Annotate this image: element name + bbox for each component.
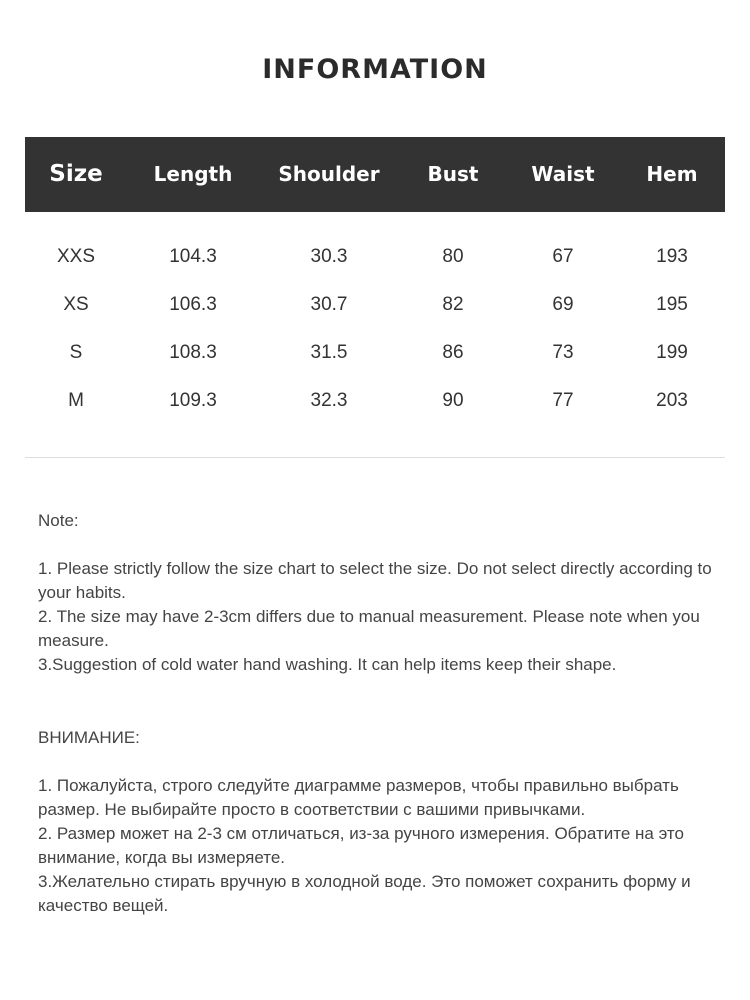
length-cell: 104.3 <box>169 246 217 267</box>
length-cell: 108.3 <box>169 342 217 363</box>
table-row <box>0 386 750 416</box>
note-heading-en: Note: <box>38 511 79 530</box>
note-item-en: 1. Please strictly follow the size chart to select the size. Do not select directly according to your habits. <box>38 559 712 602</box>
column-header-length: Length <box>153 162 233 186</box>
hem-cell: 199 <box>656 342 688 363</box>
column-header-size: Size <box>49 161 103 187</box>
bust-cell: 90 <box>442 390 464 411</box>
size-cell: XS <box>63 294 89 315</box>
table-row <box>0 242 750 272</box>
size-table-header <box>25 137 725 212</box>
waist-cell: 67 <box>552 246 574 267</box>
hem-cell: 195 <box>656 294 688 315</box>
bust-cell: 80 <box>442 246 464 267</box>
table-row <box>0 338 750 368</box>
note-item-ru: 3.Желательно стирать вручную в холодной воде. Это поможет сохранить форму и качество вещей. <box>38 872 691 915</box>
length-cell: 109.3 <box>169 390 217 411</box>
length-cell: 106.3 <box>169 294 217 315</box>
shoulder-cell: 30.3 <box>310 246 348 267</box>
column-header-hem: Hem <box>646 162 698 186</box>
column-header-waist: Waist <box>531 162 595 186</box>
waist-cell: 69 <box>552 294 574 315</box>
note-heading-ru: ВНИМАНИЕ: <box>38 728 140 747</box>
note-item-en: 2. The size may have 2-3cm differs due to manual measurement. Please note when you measure. <box>38 607 700 650</box>
size-cell: M <box>68 390 84 411</box>
hem-cell: 203 <box>656 390 688 411</box>
size-cell: S <box>69 342 83 363</box>
note-item-en: 3.Suggestion of cold water hand washing. It can help items keep their shape. <box>38 655 617 674</box>
note-item-ru: 2. Размер может на 2-3 см отличаться, из-за ручного измерения. Обратите на это внимание, когда вы измеряете. <box>38 824 684 867</box>
note-item-ru: 1. Пожалуйста, строго следуйте диаграмме размеров, чтобы правильно выбрать размер. Не выбирайте просто в соответствии с вашими привычками. <box>38 776 679 819</box>
shoulder-cell: 32.3 <box>310 390 348 411</box>
page-title: INFORMATION <box>262 54 488 85</box>
column-header-bust: Bust <box>427 162 479 186</box>
bust-cell: 82 <box>442 294 464 315</box>
hem-cell: 193 <box>656 246 688 267</box>
shoulder-cell: 31.5 <box>310 342 348 363</box>
notes-list-en <box>38 557 728 677</box>
bust-cell: 86 <box>442 342 464 363</box>
table-row <box>0 290 750 320</box>
section-divider <box>25 457 725 458</box>
notes-list-ru <box>38 774 728 918</box>
waist-cell: 73 <box>552 342 574 363</box>
size-cell: XXS <box>56 246 96 267</box>
waist-cell: 77 <box>552 390 574 411</box>
column-header-shoulder: Shoulder <box>278 162 380 186</box>
shoulder-cell: 30.7 <box>310 294 348 315</box>
